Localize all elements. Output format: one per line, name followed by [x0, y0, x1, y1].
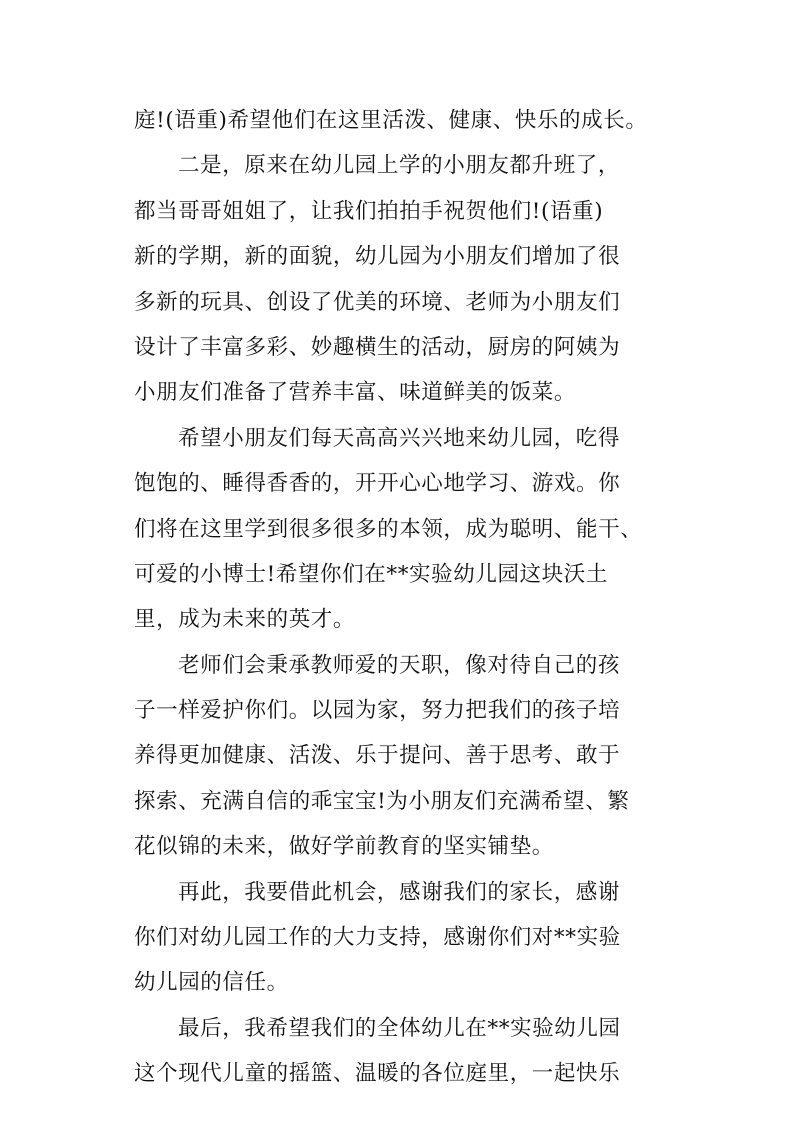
text-line: 饱饱的、睡得香香的，开开心心地学习、游戏。你 [134, 471, 621, 497]
text-line: 庭!(语重)希望他们在这里活泼、健康、快乐的成长。 [134, 108, 648, 133]
text-line: 老师们会秉承教师爱的天职，像对待自己的孩 [178, 652, 621, 678]
body-text [134, 98, 674, 1097]
text-line: 二是，原来在幼儿园上学的小朋友都升班了， [178, 153, 621, 179]
text-line: 都当哥哥姐姐了，让我们拍拍手祝贺他们!(语重) [134, 198, 604, 224]
text-line: 子一样爱护你们。以园为家，努力把我们的孩子培 [134, 698, 621, 724]
text-line: 们将在这里学到很多很多的本领，成为聪明、能干、 [134, 516, 643, 542]
text-line: 希望小朋友们每天高高兴兴地来幼儿园，吃得 [178, 425, 621, 451]
text-line: 幼儿园的信任。 [134, 970, 289, 996]
text-line: 这个现代儿童的摇篮、温暖的各位庭里，一起快乐 [134, 1061, 621, 1087]
text-line: 可爱的小博士!希望你们在**实验幼儿园这块沃土 [134, 561, 608, 587]
text-line: 探索、充满自信的乖宝宝!为小朋友们充满希望、繁 [134, 788, 630, 814]
text-line: 再此，我要借此机会，感谢我们的家长，感谢 [178, 879, 621, 905]
text-line: 新的学期，新的面貌，幼儿园为小朋友们增加了很 [134, 244, 621, 270]
text-line: 里，成为未来的英才。 [134, 607, 356, 633]
text-line: 设计了丰富多彩、妙趣横生的活动，厨房的阿姨为 [134, 334, 621, 360]
text-line: 花似锦的未来，做好学前教育的坚实铺垫。 [134, 834, 554, 860]
text-line: 养得更加健康、活泼、乐于提问、善于思考、敢于 [134, 743, 621, 769]
text-line: 最后，我希望我们的全体幼儿在**实验幼儿园 [178, 1015, 621, 1041]
text-line: 小朋友们准备了营养丰富、味道鲜美的饭菜。 [134, 380, 577, 406]
text-line: 多新的玩具、创设了优美的环境、老师为小朋友们 [134, 289, 621, 315]
text-line: 你们对幼儿园工作的大力支持，感谢你们对**实验 [134, 925, 621, 951]
